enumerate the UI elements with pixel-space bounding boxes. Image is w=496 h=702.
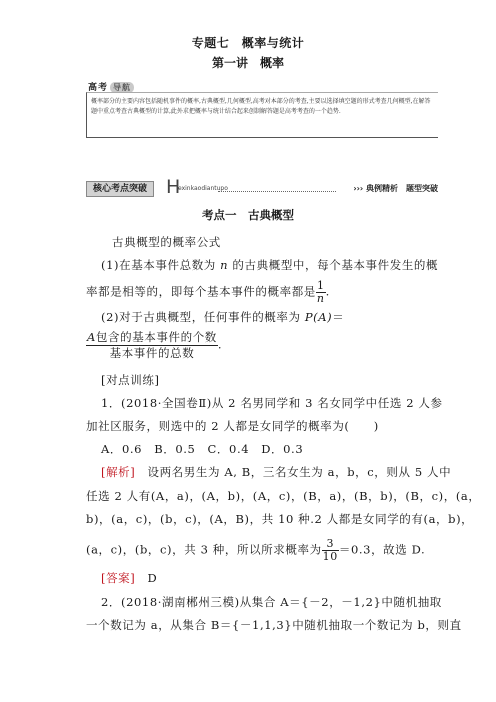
analysis-line-4: (a，c)，(b，c)，共 3 种，所以所求概率为 $\frac{3}{10}$ ＝0.3，故选 D. [86,537,426,563]
analysis-line-3: b)，(a，c)，(b，c)，(A，B)，共 10 种.2 人都是女同学的有(a，b)， [86,512,474,526]
banner-pinyin: exinkaodiantupo [178,185,228,192]
arrows-icon: ››› [353,184,366,193]
question-1-line-1: 1．(2018·全国卷Ⅱ)从 2 名男同学和 3 名女同学中任选 2 人参 [101,396,443,410]
banner-right-text: ››› 典例精析 题型突破 [353,184,438,193]
exam-guide-box [86,80,438,140]
paragraph-1-line-1: (1)在基本事件总数为 n 的古典概型中，每个基本事件发生的概 [101,258,439,272]
analysis-line-1: [解析] 设两名男生为 A, B，三名女生为 a，b，c，则从 5 人中 [101,465,452,479]
exam-guide-tag: 高考 导航 [88,80,134,93]
answer-label: [答案] [101,571,136,585]
question-1-options: A．0.6 B．0.5 C．0.4 D．0.3 [101,442,304,456]
lecture-title: 第一讲 概率 [211,56,284,70]
fraction-1-over-n: $\frac{1}{n}$ [316,279,325,305]
banner-label: 核心考点突破 [86,181,154,197]
banner-big-letter: H [166,176,181,198]
paragraph-2-line-1: (2)对于古典概型，任何事件的概率为 P(A)＝ [101,310,345,324]
answer-line: [答案] D [101,571,158,585]
formula-title: 古典概型的概率公式 [112,235,221,249]
paragraph-1-line-2: 率都是相等的，即每个基本事件的概率都是 $\frac{1}{n}$ . [86,279,330,305]
section-heading: 考点一 古典概型 [202,208,294,222]
fraction-3-over-10: $\frac{3}{10}$ [322,537,338,563]
formula-fraction: $\frac{\text{A包含的基本事件的个数}}{\text{基本事件的总数}}$ [87,330,217,360]
question-2-line-2: 一个数记为 a，从集合 B＝{－1,1,3}中随机抽取一个数记为 b，则直 [86,618,462,632]
banner-dotted-line [218,191,336,192]
analysis-label: [解析] [101,465,136,479]
exam-guide-badge: 导航 [110,82,134,93]
practice-label: [对点训练] [101,373,160,387]
exam-guide-text: 概率部分的主要内容包括随机事件的概率,古典概型,几何概型,高考对本部分的考查,主要以选择填空题的形式考查几何概型,在解答题中重点考查古典概型的计算,此外求把概率与统计结合起来创制解答题是高考考查的一个趋势. [86,92,438,138]
section-banner [86,176,438,198]
analysis-line-2: 任选 2 人有(A，a)，(A，b)，(A，c)，(B，a)，(B，b)，(B，c)，(a， [86,489,481,503]
probability-fraction: $\frac{\text{A包含的基本事件的个数}}{\text{基本事件的总数}}$ . [87,330,223,360]
topic-title: 专题七 概率与统计 [191,36,305,50]
question-1-line-2: 加社区服务，则选中的 2 人都是女同学的概率为( ) [86,419,379,433]
question-2-line-1: 2．(2018·湖南郴州三模)从集合 A＝{－2，－1,2}中随机抽取 [101,595,442,609]
